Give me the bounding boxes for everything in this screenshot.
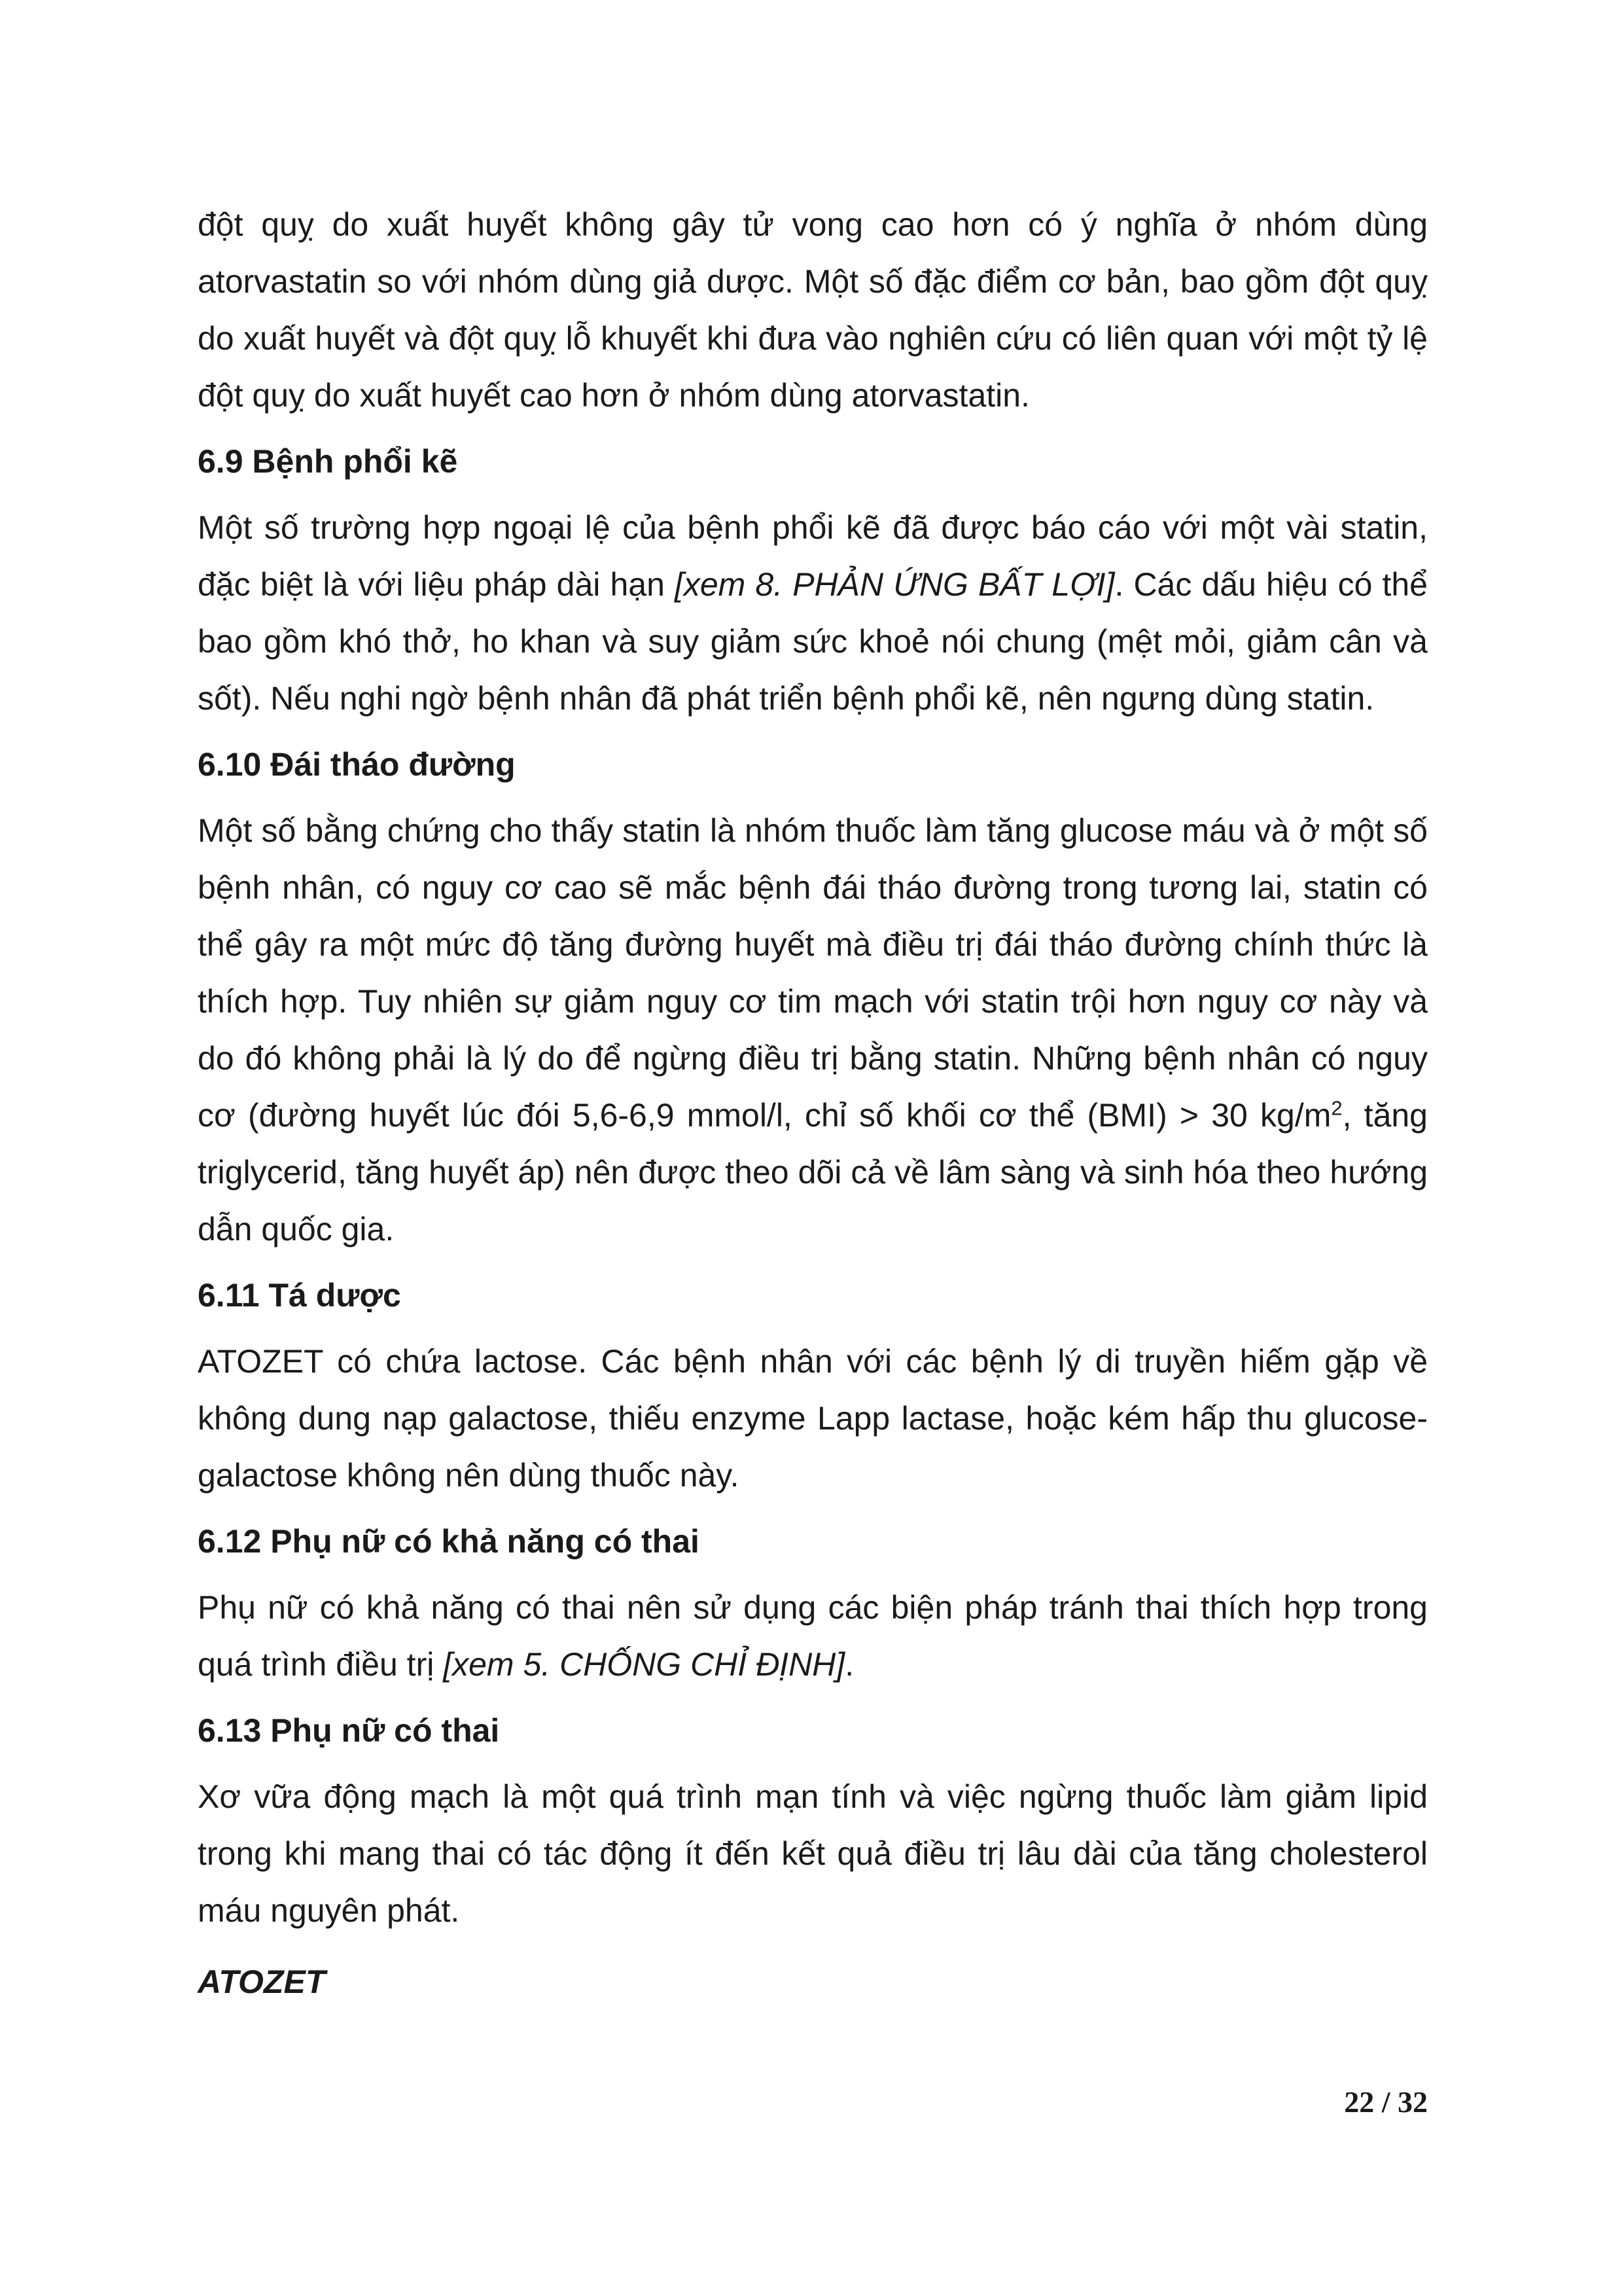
heading-6-10: 6.10 Đái tháo đường — [198, 746, 516, 783]
paragraph-6-9-text-b: . Các dấu hiệu có thể bao gồm khó thở, ho khan và suy giảm sức khoẻ nói chung (mệt mỏi, giảm cân và sốt). Nếu nghi ngờ bệnh nhân đã phát triển bệnh phổi kẽ, nên ngưng dùng statin. — [198, 566, 1428, 717]
paragraph-6-13: Xơ vữa động mạch là một quá trình mạn tính và việc ngừng thuốc làm giảm lipid trong khi mang thai có tác động ít đến kết quả điều trị lâu dài của tăng cholesterol máu nguyên phát. — [198, 1778, 1428, 1929]
cross-reference-adverse-reactions: [xem 8. PHẢN ỨNG BẤT LỢI] — [674, 566, 1115, 603]
document-page — [198, 196, 1428, 2011]
cross-reference-contraindications: [xem 5. CHỐNG CHỈ ĐỊNH] — [443, 1646, 845, 1683]
section-trailer-atozet: ATOZET — [198, 1964, 326, 2000]
paragraph-6-10-text-b: , tăng triglycerid, tăng huyết áp) nên được theo dõi cả về lâm sàng và sinh hóa theo hướng dẫn quốc gia. — [198, 1097, 1428, 1247]
paragraph-6-12-text-b: . — [845, 1646, 855, 1683]
heading-6-13: 6.13 Phụ nữ có thai — [198, 1712, 500, 1749]
paragraph-6-12 — [198, 1579, 1428, 1693]
paragraph-6-9-text-a: Một số trường hợp ngoại lệ của bệnh phổi kẽ đã được báo cáo với một vài statin, đặc biệt là với liệu pháp dài hạn — [198, 509, 1428, 603]
superscript-2: 2 — [1331, 1096, 1343, 1120]
paragraph-6-12-text-a: Phụ nữ có khả năng có thai nên sử dụng các biện pháp tránh thai thích hợp trong quá trình điều trị — [198, 1589, 1428, 1683]
paragraph-6-11: ATOZET có chứa lactose. Các bệnh nhân với các bệnh lý di truyền hiếm gặp về không dung nạp galactose, thiếu enzyme Lapp lactase, hoặc kém hấp thu glucose-galactose không nên dùng thuốc này. — [198, 1343, 1428, 1494]
heading-6-11: 6.11 Tá dược — [198, 1277, 401, 1314]
heading-6-9: 6.9 Bệnh phổi kẽ — [198, 443, 458, 480]
paragraph-6-9 — [198, 499, 1428, 727]
paragraph-6-10-text-a: Một số bằng chứng cho thấy statin là nhóm thuốc làm tăng glucose máu và ở một số bệnh nhân, có nguy cơ cao sẽ mắc bệnh đái tháo đường trong tương lai, statin có thể gây ra một mức độ tăng đường huyết mà điều trị đái tháo đường chính thức là thích hợp. Tuy nhiên sự giảm nguy cơ tim mạch với statin trội hơn nguy cơ này và do đó không phải là lý do để ngừng điều trị bằng statin. Những bệnh nhân có nguy cơ (đường huyết lúc đói 5,6-6,9 mmol/l, chỉ số khối cơ thể (BMI) > 30 kg/m — [198, 812, 1428, 1134]
heading-6-12: 6.12 Phụ nữ có khả năng có thai — [198, 1523, 699, 1560]
page-number: 22 / 32 — [1344, 2085, 1428, 2119]
paragraph-stroke: đột quỵ do xuất huyết không gây tử vong cao hơn có ý nghĩa ở nhóm dùng atorvastatin so với nhóm dùng giả dược. Một số đặc điểm cơ bản, bao gồm đột quỵ do xuất huyết và đột quỵ lỗ khuyết khi đưa vào nghiên cứu có liên quan với một tỷ lệ đột quỵ do xuất huyết cao hơn ở nhóm dùng atorvastatin. — [198, 206, 1428, 414]
paragraph-6-10 — [198, 802, 1428, 1258]
